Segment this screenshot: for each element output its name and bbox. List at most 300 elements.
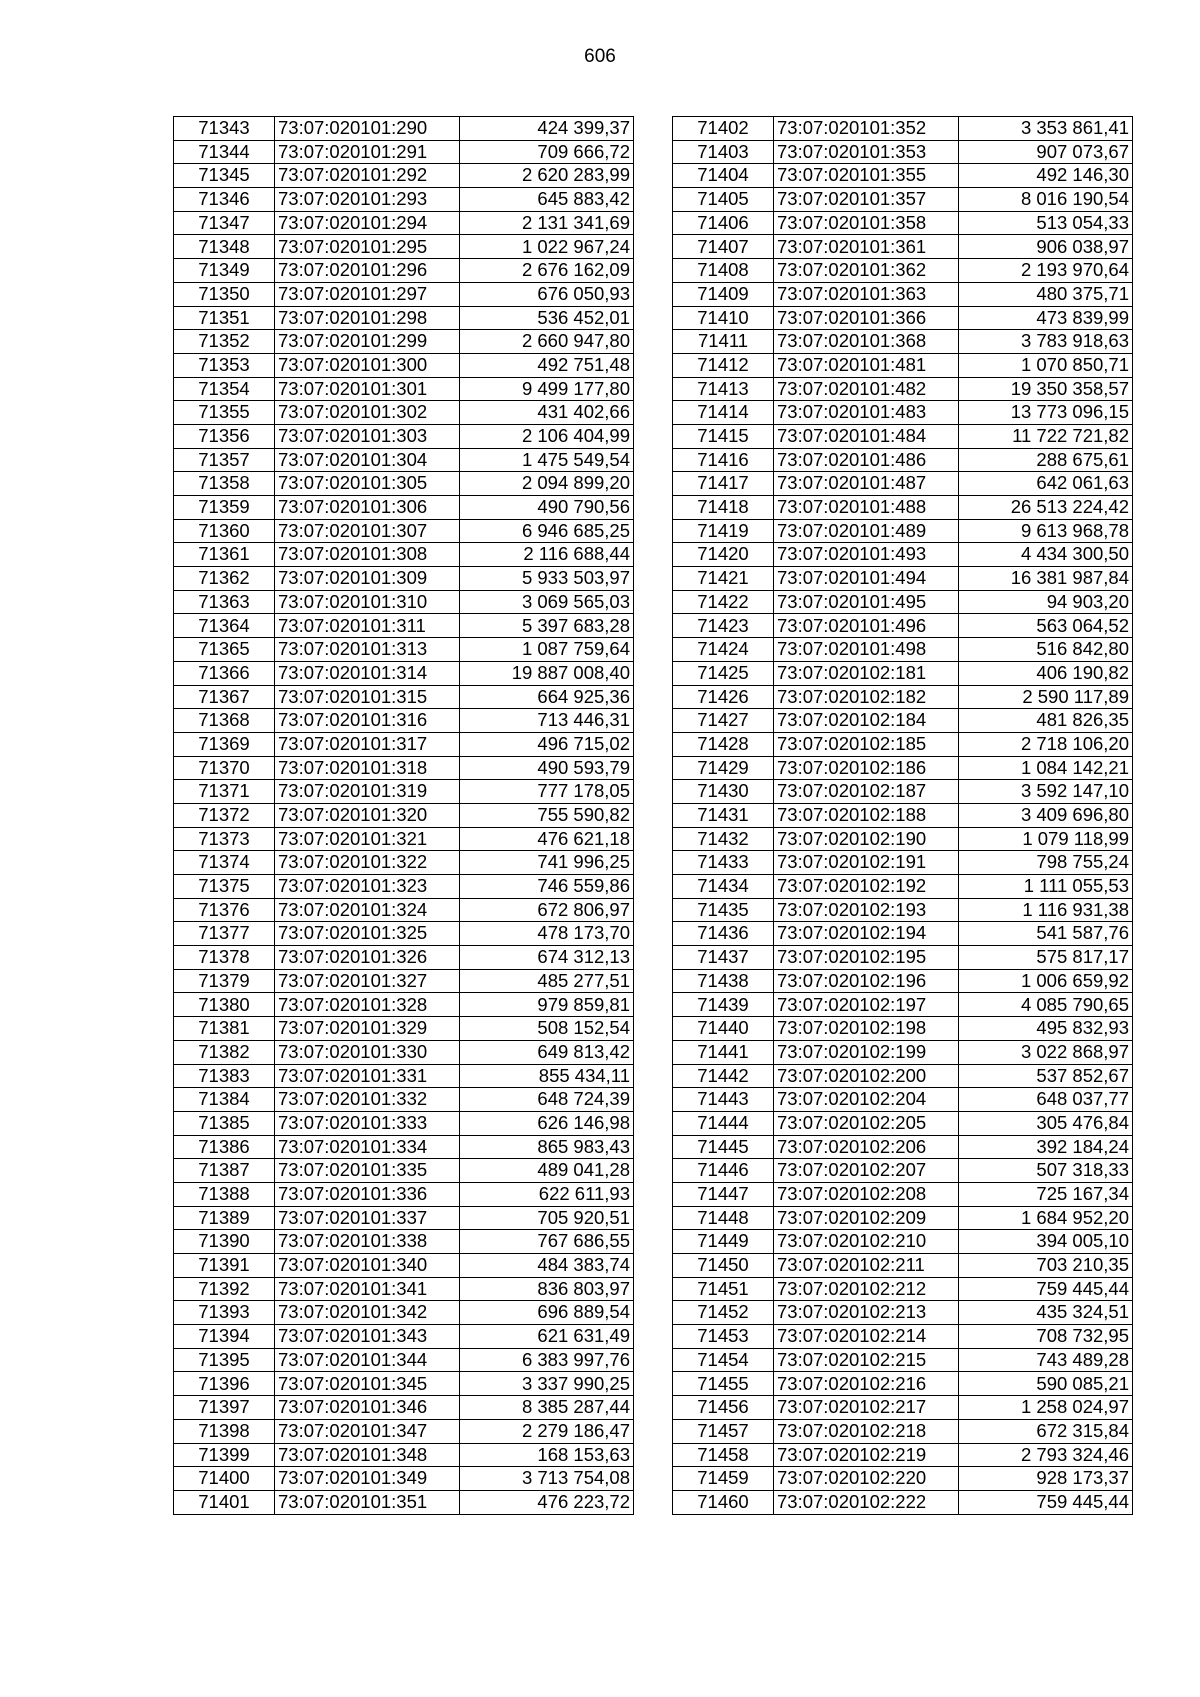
cadastral-number-cell: 73:07:020101:358: [774, 211, 959, 235]
table-row: [174, 496, 634, 520]
value-cell: 431 402,66: [460, 401, 634, 425]
cadastral-number-cell: 73:07:020101:330: [275, 1040, 460, 1064]
value-cell: 168 153,63: [460, 1443, 634, 1467]
record-number-cell: 71416: [673, 448, 774, 472]
record-number-cell: 71410: [673, 306, 774, 330]
record-number-cell: 71358: [174, 472, 275, 496]
cadastral-table-right: [672, 116, 1133, 1515]
cadastral-number-cell: 73:07:020101:334: [275, 1135, 460, 1159]
record-number-cell: 71369: [174, 732, 275, 756]
value-cell: 1 087 759,64: [460, 638, 634, 662]
value-cell: 5 933 503,97: [460, 567, 634, 591]
record-number-cell: 71425: [673, 661, 774, 685]
cadastral-number-cell: 73:07:020101:355: [774, 164, 959, 188]
value-cell: 759 445,44: [959, 1277, 1133, 1301]
cadastral-number-cell: 73:07:020102:184: [774, 709, 959, 733]
cadastral-number-cell: 73:07:020101:357: [774, 188, 959, 212]
cadastral-number-cell: 73:07:020101:299: [275, 330, 460, 354]
value-cell: 575 817,17: [959, 946, 1133, 970]
value-cell: 541 587,76: [959, 922, 1133, 946]
cadastral-number-cell: 73:07:020102:185: [774, 732, 959, 756]
record-number-cell: 71400: [174, 1467, 275, 1491]
record-number-cell: 71388: [174, 1182, 275, 1206]
table-row: [174, 1206, 634, 1230]
table-row: [673, 1254, 1133, 1278]
cadastral-number-cell: 73:07:020101:363: [774, 282, 959, 306]
cadastral-number-cell: 73:07:020102:197: [774, 993, 959, 1017]
table-row: [174, 1088, 634, 1112]
table-row: [673, 709, 1133, 733]
record-number-cell: 71359: [174, 496, 275, 520]
record-number-cell: 71444: [673, 1111, 774, 1135]
table-row: [673, 519, 1133, 543]
table-row: [673, 140, 1133, 164]
cadastral-number-cell: 73:07:020101:292: [275, 164, 460, 188]
table-row: [673, 590, 1133, 614]
table-row: [673, 1040, 1133, 1064]
record-number-cell: 71393: [174, 1301, 275, 1325]
cadastral-number-cell: 73:07:020101:317: [275, 732, 460, 756]
value-cell: 648 724,39: [460, 1088, 634, 1112]
table-row: [174, 1325, 634, 1349]
table-row: [174, 282, 634, 306]
table-row: [673, 1490, 1133, 1514]
record-number-cell: 71460: [673, 1490, 774, 1514]
record-number-cell: 71352: [174, 330, 275, 354]
table-row: [174, 614, 634, 638]
cadastral-number-cell: 73:07:020101:301: [275, 377, 460, 401]
value-cell: 2 620 283,99: [460, 164, 634, 188]
cadastral-number-cell: 73:07:020101:337: [275, 1206, 460, 1230]
cadastral-number-cell: 73:07:020102:182: [774, 685, 959, 709]
cadastral-number-cell: 73:07:020101:314: [275, 661, 460, 685]
table-row: [174, 519, 634, 543]
table-row: [174, 803, 634, 827]
record-number-cell: 71377: [174, 922, 275, 946]
record-number-cell: 71347: [174, 211, 275, 235]
cadastral-number-cell: 73:07:020101:496: [774, 614, 959, 638]
cadastral-number-cell: 73:07:020101:318: [275, 756, 460, 780]
table-row: [673, 567, 1133, 591]
cadastral-number-cell: 73:07:020101:487: [774, 472, 959, 496]
cadastral-number-cell: 73:07:020101:332: [275, 1088, 460, 1112]
cadastral-number-cell: 73:07:020101:347: [275, 1419, 460, 1443]
value-cell: 3 592 147,10: [959, 780, 1133, 804]
cadastral-number-cell: 73:07:020102:222: [774, 1490, 959, 1514]
value-cell: 928 173,37: [959, 1467, 1133, 1491]
table-row: [673, 164, 1133, 188]
table-row: [174, 401, 634, 425]
table-row: [174, 756, 634, 780]
table-row: [174, 969, 634, 993]
record-number-cell: 71385: [174, 1111, 275, 1135]
record-number-cell: 71443: [673, 1088, 774, 1112]
cadastral-number-cell: 73:07:020101:488: [774, 496, 959, 520]
value-cell: 476 621,18: [460, 827, 634, 851]
record-number-cell: 71398: [174, 1419, 275, 1443]
record-number-cell: 71364: [174, 614, 275, 638]
cadastral-number-cell: 73:07:020102:209: [774, 1206, 959, 1230]
record-number-cell: 71431: [673, 803, 774, 827]
value-cell: 3 022 868,97: [959, 1040, 1133, 1064]
cadastral-number-cell: 73:07:020101:316: [275, 709, 460, 733]
cadastral-number-cell: 73:07:020102:204: [774, 1088, 959, 1112]
record-number-cell: 71434: [673, 875, 774, 899]
record-number-cell: 71452: [673, 1301, 774, 1325]
value-cell: 4 085 790,65: [959, 993, 1133, 1017]
record-number-cell: 71417: [673, 472, 774, 496]
value-cell: 741 996,25: [460, 851, 634, 875]
cadastral-number-cell: 73:07:020102:199: [774, 1040, 959, 1064]
record-number-cell: 71356: [174, 424, 275, 448]
value-cell: 536 452,01: [460, 306, 634, 330]
record-number-cell: 71413: [673, 377, 774, 401]
value-cell: 480 375,71: [959, 282, 1133, 306]
value-cell: 709 666,72: [460, 140, 634, 164]
cadastral-number-cell: 73:07:020102:219: [774, 1443, 959, 1467]
record-number-cell: 71378: [174, 946, 275, 970]
cadastral-number-cell: 73:07:020101:481: [774, 353, 959, 377]
table-row: [174, 1372, 634, 1396]
record-number-cell: 71451: [673, 1277, 774, 1301]
table-row: [673, 1206, 1133, 1230]
value-cell: 473 839,99: [959, 306, 1133, 330]
value-cell: 9 499 177,80: [460, 377, 634, 401]
value-cell: 855 434,11: [460, 1064, 634, 1088]
record-number-cell: 71455: [673, 1372, 774, 1396]
record-number-cell: 71454: [673, 1348, 774, 1372]
cadastral-number-cell: 73:07:020101:311: [275, 614, 460, 638]
record-number-cell: 71362: [174, 567, 275, 591]
value-cell: 2 193 970,64: [959, 259, 1133, 283]
cadastral-number-cell: 73:07:020101:326: [275, 946, 460, 970]
cadastral-number-cell: 73:07:020102:198: [774, 1017, 959, 1041]
value-cell: 1 084 142,21: [959, 756, 1133, 780]
table-row: [174, 543, 634, 567]
cadastral-table-left: [173, 116, 634, 1515]
table-row: [673, 1159, 1133, 1183]
table-row: [673, 1064, 1133, 1088]
table-row: [174, 875, 634, 899]
value-cell: 6 946 685,25: [460, 519, 634, 543]
table-row: [673, 685, 1133, 709]
value-cell: 563 064,52: [959, 614, 1133, 638]
value-cell: 1 022 967,24: [460, 235, 634, 259]
cadastral-number-cell: 73:07:020101:319: [275, 780, 460, 804]
record-number-cell: 71437: [673, 946, 774, 970]
cadastral-number-cell: 73:07:020101:302: [275, 401, 460, 425]
table-row: [174, 1064, 634, 1088]
record-number-cell: 71353: [174, 353, 275, 377]
record-number-cell: 71368: [174, 709, 275, 733]
value-cell: 2 660 947,80: [460, 330, 634, 354]
value-cell: 590 085,21: [959, 1372, 1133, 1396]
value-cell: 674 312,13: [460, 946, 634, 970]
cadastral-number-cell: 73:07:020101:327: [275, 969, 460, 993]
table-row: [673, 803, 1133, 827]
table-row: [673, 543, 1133, 567]
value-cell: 9 613 968,78: [959, 519, 1133, 543]
record-number-cell: 71440: [673, 1017, 774, 1041]
value-cell: 516 842,80: [959, 638, 1133, 662]
value-cell: 979 859,81: [460, 993, 634, 1017]
page-number: 606: [584, 46, 616, 67]
table-row: [673, 827, 1133, 851]
cadastral-number-cell: 73:07:020102:206: [774, 1135, 959, 1159]
record-number-cell: 71384: [174, 1088, 275, 1112]
record-number-cell: 71438: [673, 969, 774, 993]
record-number-cell: 71361: [174, 543, 275, 567]
table-row: [174, 1419, 634, 1443]
value-cell: 11 722 721,82: [959, 424, 1133, 448]
value-cell: 1 475 549,54: [460, 448, 634, 472]
table-row: [673, 330, 1133, 354]
table-row: [673, 756, 1133, 780]
table-row: [174, 1159, 634, 1183]
record-number-cell: 71351: [174, 306, 275, 330]
record-number-cell: 71348: [174, 235, 275, 259]
value-cell: 496 715,02: [460, 732, 634, 756]
table-row: [174, 993, 634, 1017]
value-cell: 481 826,35: [959, 709, 1133, 733]
cadastral-number-cell: 73:07:020101:294: [275, 211, 460, 235]
table-row: [673, 1088, 1133, 1112]
cadastral-number-cell: 73:07:020101:333: [275, 1111, 460, 1135]
table-row: [174, 117, 634, 141]
table-row: [673, 969, 1133, 993]
cadastral-number-cell: 73:07:020101:295: [275, 235, 460, 259]
cadastral-number-cell: 73:07:020101:308: [275, 543, 460, 567]
table-row: [174, 1277, 634, 1301]
record-number-cell: 71415: [673, 424, 774, 448]
table-row: [174, 1111, 634, 1135]
table-row: [673, 1325, 1133, 1349]
value-cell: 4 434 300,50: [959, 543, 1133, 567]
cadastral-number-cell: 73:07:020101:344: [275, 1348, 460, 1372]
cadastral-number-cell: 73:07:020102:181: [774, 661, 959, 685]
value-cell: 495 832,93: [959, 1017, 1133, 1041]
table-row: [174, 1254, 634, 1278]
cadastral-number-cell: 73:07:020101:304: [275, 448, 460, 472]
value-cell: 626 146,98: [460, 1111, 634, 1135]
record-number-cell: 71436: [673, 922, 774, 946]
value-cell: 435 324,51: [959, 1301, 1133, 1325]
value-cell: 645 883,42: [460, 188, 634, 212]
value-cell: 2 590 117,89: [959, 685, 1133, 709]
table-row: [174, 946, 634, 970]
table-row: [673, 211, 1133, 235]
value-cell: 622 611,93: [460, 1182, 634, 1206]
value-cell: 767 686,55: [460, 1230, 634, 1254]
table-row: [673, 993, 1133, 1017]
table-row: [174, 235, 634, 259]
cadastral-number-cell: 73:07:020101:329: [275, 1017, 460, 1041]
cadastral-number-cell: 73:07:020101:310: [275, 590, 460, 614]
cadastral-number-cell: 73:07:020102:205: [774, 1111, 959, 1135]
record-number-cell: 71408: [673, 259, 774, 283]
cadastral-number-cell: 73:07:020101:306: [275, 496, 460, 520]
table-row: [673, 922, 1133, 946]
record-number-cell: 71380: [174, 993, 275, 1017]
value-cell: 642 061,63: [959, 472, 1133, 496]
record-number-cell: 71446: [673, 1159, 774, 1183]
value-cell: 305 476,84: [959, 1111, 1133, 1135]
record-number-cell: 71366: [174, 661, 275, 685]
value-cell: 672 806,97: [460, 898, 634, 922]
table-row: [174, 732, 634, 756]
cadastral-number-cell: 73:07:020101:338: [275, 1230, 460, 1254]
record-number-cell: 71447: [673, 1182, 774, 1206]
record-number-cell: 71450: [673, 1254, 774, 1278]
cadastral-number-cell: 73:07:020102:200: [774, 1064, 959, 1088]
table-row: [673, 424, 1133, 448]
value-cell: 26 513 224,42: [959, 496, 1133, 520]
table-row: [174, 1348, 634, 1372]
cadastral-number-cell: 73:07:020101:352: [774, 117, 959, 141]
cadastral-number-cell: 73:07:020101:322: [275, 851, 460, 875]
record-number-cell: 71374: [174, 851, 275, 875]
record-number-cell: 71418: [673, 496, 774, 520]
record-number-cell: 71411: [673, 330, 774, 354]
table-row: [174, 780, 634, 804]
value-cell: 394 005,10: [959, 1230, 1133, 1254]
value-cell: 3 337 990,25: [460, 1372, 634, 1396]
table-row: [174, 472, 634, 496]
table-row: [673, 780, 1133, 804]
value-cell: 759 445,44: [959, 1490, 1133, 1514]
value-cell: 649 813,42: [460, 1040, 634, 1064]
cadastral-number-cell: 73:07:020102:212: [774, 1277, 959, 1301]
table-row: [174, 922, 634, 946]
record-number-cell: 71399: [174, 1443, 275, 1467]
value-cell: 1 079 118,99: [959, 827, 1133, 851]
cadastral-number-cell: 73:07:020101:291: [275, 140, 460, 164]
table-row: [673, 661, 1133, 685]
cadastral-number-cell: 73:07:020101:362: [774, 259, 959, 283]
record-number-cell: 71449: [673, 1230, 774, 1254]
value-cell: 708 732,95: [959, 1325, 1133, 1349]
record-number-cell: 71424: [673, 638, 774, 662]
cadastral-number-cell: 73:07:020101:320: [275, 803, 460, 827]
cadastral-number-cell: 73:07:020101:361: [774, 235, 959, 259]
table-row: [673, 1301, 1133, 1325]
table-row: [174, 1182, 634, 1206]
cadastral-number-cell: 73:07:020102:191: [774, 851, 959, 875]
value-cell: 19 887 008,40: [460, 661, 634, 685]
cadastral-number-cell: 73:07:020101:309: [275, 567, 460, 591]
record-number-cell: 71433: [673, 851, 774, 875]
value-cell: 3 353 861,41: [959, 117, 1133, 141]
table-row: [673, 1419, 1133, 1443]
value-cell: 3 069 565,03: [460, 590, 634, 614]
value-cell: 2 094 899,20: [460, 472, 634, 496]
record-number-cell: 71387: [174, 1159, 275, 1183]
value-cell: 288 675,61: [959, 448, 1133, 472]
value-cell: 19 350 358,57: [959, 377, 1133, 401]
value-cell: 489 041,28: [460, 1159, 634, 1183]
table-row: [174, 306, 634, 330]
cadastral-number-cell: 73:07:020101:341: [275, 1277, 460, 1301]
value-cell: 836 803,97: [460, 1277, 634, 1301]
cadastral-number-cell: 73:07:020101:343: [275, 1325, 460, 1349]
cadastral-number-cell: 73:07:020101:290: [275, 117, 460, 141]
table-row: [673, 851, 1133, 875]
record-number-cell: 71429: [673, 756, 774, 780]
table-row: [673, 496, 1133, 520]
cadastral-number-cell: 73:07:020101:483: [774, 401, 959, 425]
record-number-cell: 71354: [174, 377, 275, 401]
table-row: [673, 259, 1133, 283]
cadastral-number-cell: 73:07:020102:186: [774, 756, 959, 780]
cadastral-number-cell: 73:07:020101:493: [774, 543, 959, 567]
value-cell: 94 903,20: [959, 590, 1133, 614]
record-number-cell: 71435: [673, 898, 774, 922]
value-cell: 485 277,51: [460, 969, 634, 993]
table-row: [673, 117, 1133, 141]
record-number-cell: 71391: [174, 1254, 275, 1278]
cadastral-number-cell: 73:07:020101:328: [275, 993, 460, 1017]
value-cell: 743 489,28: [959, 1348, 1133, 1372]
table-row: [673, 235, 1133, 259]
record-number-cell: 71350: [174, 282, 275, 306]
value-cell: 713 446,31: [460, 709, 634, 733]
record-number-cell: 71422: [673, 590, 774, 614]
value-cell: 2 793 324,46: [959, 1443, 1133, 1467]
value-cell: 2 718 106,20: [959, 732, 1133, 756]
value-cell: 3 713 754,08: [460, 1467, 634, 1491]
record-number-cell: 71357: [174, 448, 275, 472]
record-number-cell: 71386: [174, 1135, 275, 1159]
table-row: [673, 898, 1133, 922]
record-number-cell: 71370: [174, 756, 275, 780]
table-row: [174, 259, 634, 283]
value-cell: 406 190,82: [959, 661, 1133, 685]
value-cell: 424 399,37: [460, 117, 634, 141]
cadastral-number-cell: 73:07:020102:218: [774, 1419, 959, 1443]
value-cell: 6 383 997,76: [460, 1348, 634, 1372]
record-number-cell: 71409: [673, 282, 774, 306]
table-row: [174, 424, 634, 448]
cadastral-number-cell: 73:07:020101:313: [275, 638, 460, 662]
value-cell: 484 383,74: [460, 1254, 634, 1278]
value-cell: 907 073,67: [959, 140, 1133, 164]
cadastral-number-cell: 73:07:020101:300: [275, 353, 460, 377]
cadastral-number-cell: 73:07:020102:214: [774, 1325, 959, 1349]
cadastral-number-cell: 73:07:020101:489: [774, 519, 959, 543]
table-row: [174, 140, 634, 164]
record-number-cell: 71412: [673, 353, 774, 377]
value-cell: 13 773 096,15: [959, 401, 1133, 425]
record-number-cell: 71360: [174, 519, 275, 543]
table-row: [673, 472, 1133, 496]
table-row: [174, 1135, 634, 1159]
cadastral-number-cell: 73:07:020101:368: [774, 330, 959, 354]
cadastral-number-cell: 73:07:020101:348: [275, 1443, 460, 1467]
cadastral-number-cell: 73:07:020101:482: [774, 377, 959, 401]
table-row: [174, 377, 634, 401]
record-number-cell: 71345: [174, 164, 275, 188]
record-number-cell: 71344: [174, 140, 275, 164]
table-row: [673, 1182, 1133, 1206]
value-cell: 777 178,05: [460, 780, 634, 804]
table-row: [174, 1230, 634, 1254]
record-number-cell: 71397: [174, 1396, 275, 1420]
value-cell: 1 070 850,71: [959, 353, 1133, 377]
record-number-cell: 71407: [673, 235, 774, 259]
cadastral-number-cell: 73:07:020101:298: [275, 306, 460, 330]
record-number-cell: 71395: [174, 1348, 275, 1372]
value-cell: 8 385 287,44: [460, 1396, 634, 1420]
